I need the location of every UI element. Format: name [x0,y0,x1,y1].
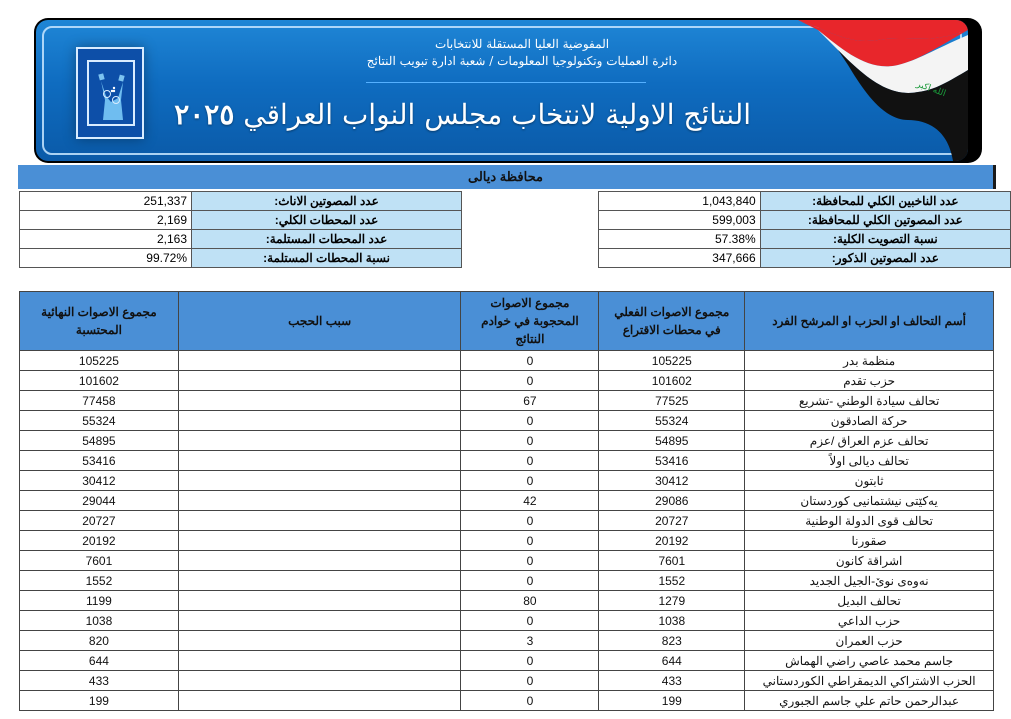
voter-figure-icon [97,72,127,122]
withholding-reason-cell [178,511,461,531]
header-banner [34,18,982,163]
table-row [20,531,994,551]
withholding-reason-cell [178,531,461,551]
page-title [174,98,751,131]
summary-label: عدد المصوتين الكلي للمحافظة: [760,211,1010,230]
final-votes-cell: 105225 [20,351,179,371]
summary-row [599,211,1011,230]
final-votes-cell: 29044 [20,491,179,511]
summary-table-right [598,191,1011,268]
actual-votes-cell: 1552 [599,571,745,591]
actual-votes-cell: 54895 [599,431,745,451]
results-table [19,291,994,711]
table-row [20,431,994,451]
summary-label: عدد المصوتين الذكور: [760,249,1010,268]
actual-votes-cell: 433 [599,671,745,691]
entity-name-cell: تحالف سيادة الوطني -تشريع [745,391,994,411]
final-votes-cell: 1038 [20,611,179,631]
final-votes-cell: 20727 [20,511,179,531]
header-entity-name: أسم التحالف او الحزب او المرشح الفرد [745,292,994,351]
withholding-reason-cell [178,691,461,711]
org-name-line1: المفوضية العليا المستقلة للانتخابات [434,37,610,51]
withheld-votes-cell: 0 [461,671,599,691]
summary-value: 2,169 [20,211,192,230]
final-votes-cell: 77458 [20,391,179,411]
actual-votes-cell: 199 [599,691,745,711]
table-row [20,671,994,691]
summary-value: 599,003 [599,211,761,230]
table-row [20,451,994,471]
withheld-votes-cell: 0 [461,611,599,631]
actual-votes-cell: 101602 [599,371,745,391]
logo-inner-frame [87,60,135,126]
final-votes-cell: 55324 [20,411,179,431]
summary-label: عدد الناخبين الكلي للمحافظة: [760,192,1010,211]
summary-label: نسبة المحطات المستلمة: [192,249,462,268]
actual-votes-cell: 30412 [599,471,745,491]
entity-name-cell: تحالف عزم العراق /عزم [745,431,994,451]
table-row [20,591,994,611]
banner-background [36,20,968,161]
withholding-reason-cell [178,651,461,671]
entity-name-cell: حزب تقدم [745,371,994,391]
withheld-votes-cell: 0 [461,531,599,551]
summary-value: 1,043,840 [599,192,761,211]
org-name-line2: دائرة العمليات وتكنولوجيا المعلومات / شعبة ادارة تبويب النتائج [366,54,678,68]
ihec-logo-icon [76,47,144,139]
summary-row [599,249,1011,268]
actual-votes-cell: 7601 [599,551,745,571]
header-withheld-votes: مجموع الاصوات المحجوبة في خوادم النتائج [461,292,599,351]
final-votes-cell: 53416 [20,451,179,471]
summary-row [20,211,462,230]
withheld-votes-cell: 0 [461,551,599,571]
final-votes-cell: 433 [20,671,179,691]
summary-label: عدد المحطات الكلي: [192,211,462,230]
summary-value: 99.72% [20,249,192,268]
entity-name-cell: حزب العمران [745,631,994,651]
actual-votes-cell: 1038 [599,611,745,631]
actual-votes-cell: 77525 [599,391,745,411]
page-title-text: النتائج الاولية لانتخاب مجلس النواب العراقي [243,98,751,131]
table-row [20,571,994,591]
entity-name-cell: حركة الصادقون [745,411,994,431]
final-votes-cell: 644 [20,651,179,671]
withheld-votes-cell: 3 [461,631,599,651]
withholding-reason-cell [178,451,461,471]
withheld-votes-cell: 0 [461,471,599,491]
entity-name-cell: اشراقة كانون [745,551,994,571]
summary-label: عدد المحطات المستلمة: [192,230,462,249]
entity-name-cell: صقورنا [745,531,994,551]
summary-row [599,192,1011,211]
withholding-reason-cell [178,391,461,411]
actual-votes-cell: 29086 [599,491,745,511]
withholding-reason-cell [178,551,461,571]
withheld-votes-cell: 67 [461,391,599,411]
withholding-reason-cell [178,491,461,511]
iraq-flag-icon [768,20,968,161]
province-title: محافظة ديالى [18,165,996,189]
actual-votes-cell: 105225 [599,351,745,371]
results-body [20,351,994,711]
withholding-reason-cell [178,631,461,651]
header-withholding-reason: سبب الحجب [178,292,461,351]
entity-name-cell: حزب الداعي [745,611,994,631]
results-header-row [20,292,994,351]
summary-value: 57.38% [599,230,761,249]
summary-label: عدد المصوتين الاناث: [192,192,462,211]
final-votes-cell: 820 [20,631,179,651]
organization-name [356,36,688,70]
table-row [20,371,994,391]
withholding-reason-cell [178,411,461,431]
withholding-reason-cell [178,371,461,391]
table-row [20,631,994,651]
final-votes-cell: 199 [20,691,179,711]
entity-name-cell: تحالف ديالى اولاً [745,451,994,471]
table-row [20,471,994,491]
table-row [20,511,994,531]
withheld-votes-cell: 0 [461,571,599,591]
withholding-reason-cell [178,611,461,631]
summary-value: 251,337 [20,192,192,211]
withholding-reason-cell [178,471,461,491]
entity-name-cell: ثابتون [745,471,994,491]
summary-table-left [19,191,462,268]
summary-row [20,230,462,249]
withheld-votes-cell: 0 [461,691,599,711]
table-row [20,691,994,711]
table-row [20,351,994,371]
summary-row [20,192,462,211]
header-final-votes: مجموع الاصوات النهائية المحتسبة [20,292,179,351]
withheld-votes-cell: 42 [461,491,599,511]
table-row [20,411,994,431]
entity-name-cell: الحزب الاشتراكي الديمقراطي الكوردستاني [745,671,994,691]
withholding-reason-cell [178,571,461,591]
entity-name-cell: تحالف البديل [745,591,994,611]
table-row [20,611,994,631]
withheld-votes-cell: 0 [461,431,599,451]
withholding-reason-cell [178,431,461,451]
header-actual-votes: مجموع الاصوات الفعلي في محطات الاقتراع [599,292,745,351]
table-row [20,651,994,671]
entity-name-cell: منظمة بدر [745,351,994,371]
withheld-votes-cell: 0 [461,651,599,671]
withheld-votes-cell: 0 [461,511,599,531]
summary-row [599,230,1011,249]
withheld-votes-cell: 0 [461,451,599,471]
actual-votes-cell: 20727 [599,511,745,531]
final-votes-cell: 1552 [20,571,179,591]
actual-votes-cell: 55324 [599,411,745,431]
flag-takbir-text: الله اكبر [914,79,947,100]
withheld-votes-cell: 0 [461,351,599,371]
page-title-year: ٢٠٢٥ [174,98,235,131]
table-row [20,391,994,411]
final-votes-cell: 54895 [20,431,179,451]
withheld-votes-cell: 0 [461,371,599,391]
actual-votes-cell: 644 [599,651,745,671]
summary-value: 2,163 [20,230,192,249]
final-votes-cell: 7601 [20,551,179,571]
actual-votes-cell: 1279 [599,591,745,611]
withholding-reason-cell [178,671,461,691]
summary-row [20,249,462,268]
summary-value: 347,666 [599,249,761,268]
final-votes-cell: 30412 [20,471,179,491]
header-divider [366,82,646,83]
final-votes-cell: 20192 [20,531,179,551]
withheld-votes-cell: 0 [461,411,599,431]
actual-votes-cell: 53416 [599,451,745,471]
entity-name-cell: تحالف قوى الدولة الوطنية [745,511,994,531]
withholding-reason-cell [178,351,461,371]
withheld-votes-cell: 80 [461,591,599,611]
final-votes-cell: 1199 [20,591,179,611]
entity-name-cell: یەکێتی نیشتمانیی کوردستان [745,491,994,511]
entity-name-cell: جاسم محمد عاصي راضي الهماش [745,651,994,671]
final-votes-cell: 101602 [20,371,179,391]
entity-name-cell: نەوەی نوێ-الجيل الجديد [745,571,994,591]
withholding-reason-cell [178,591,461,611]
table-row [20,491,994,511]
table-row [20,551,994,571]
actual-votes-cell: 20192 [599,531,745,551]
entity-name-cell: عبدالرحمن حاتم علي جاسم الجبوري [745,691,994,711]
summary-label: نسبة التصويت الكلية: [760,230,1010,249]
actual-votes-cell: 823 [599,631,745,651]
